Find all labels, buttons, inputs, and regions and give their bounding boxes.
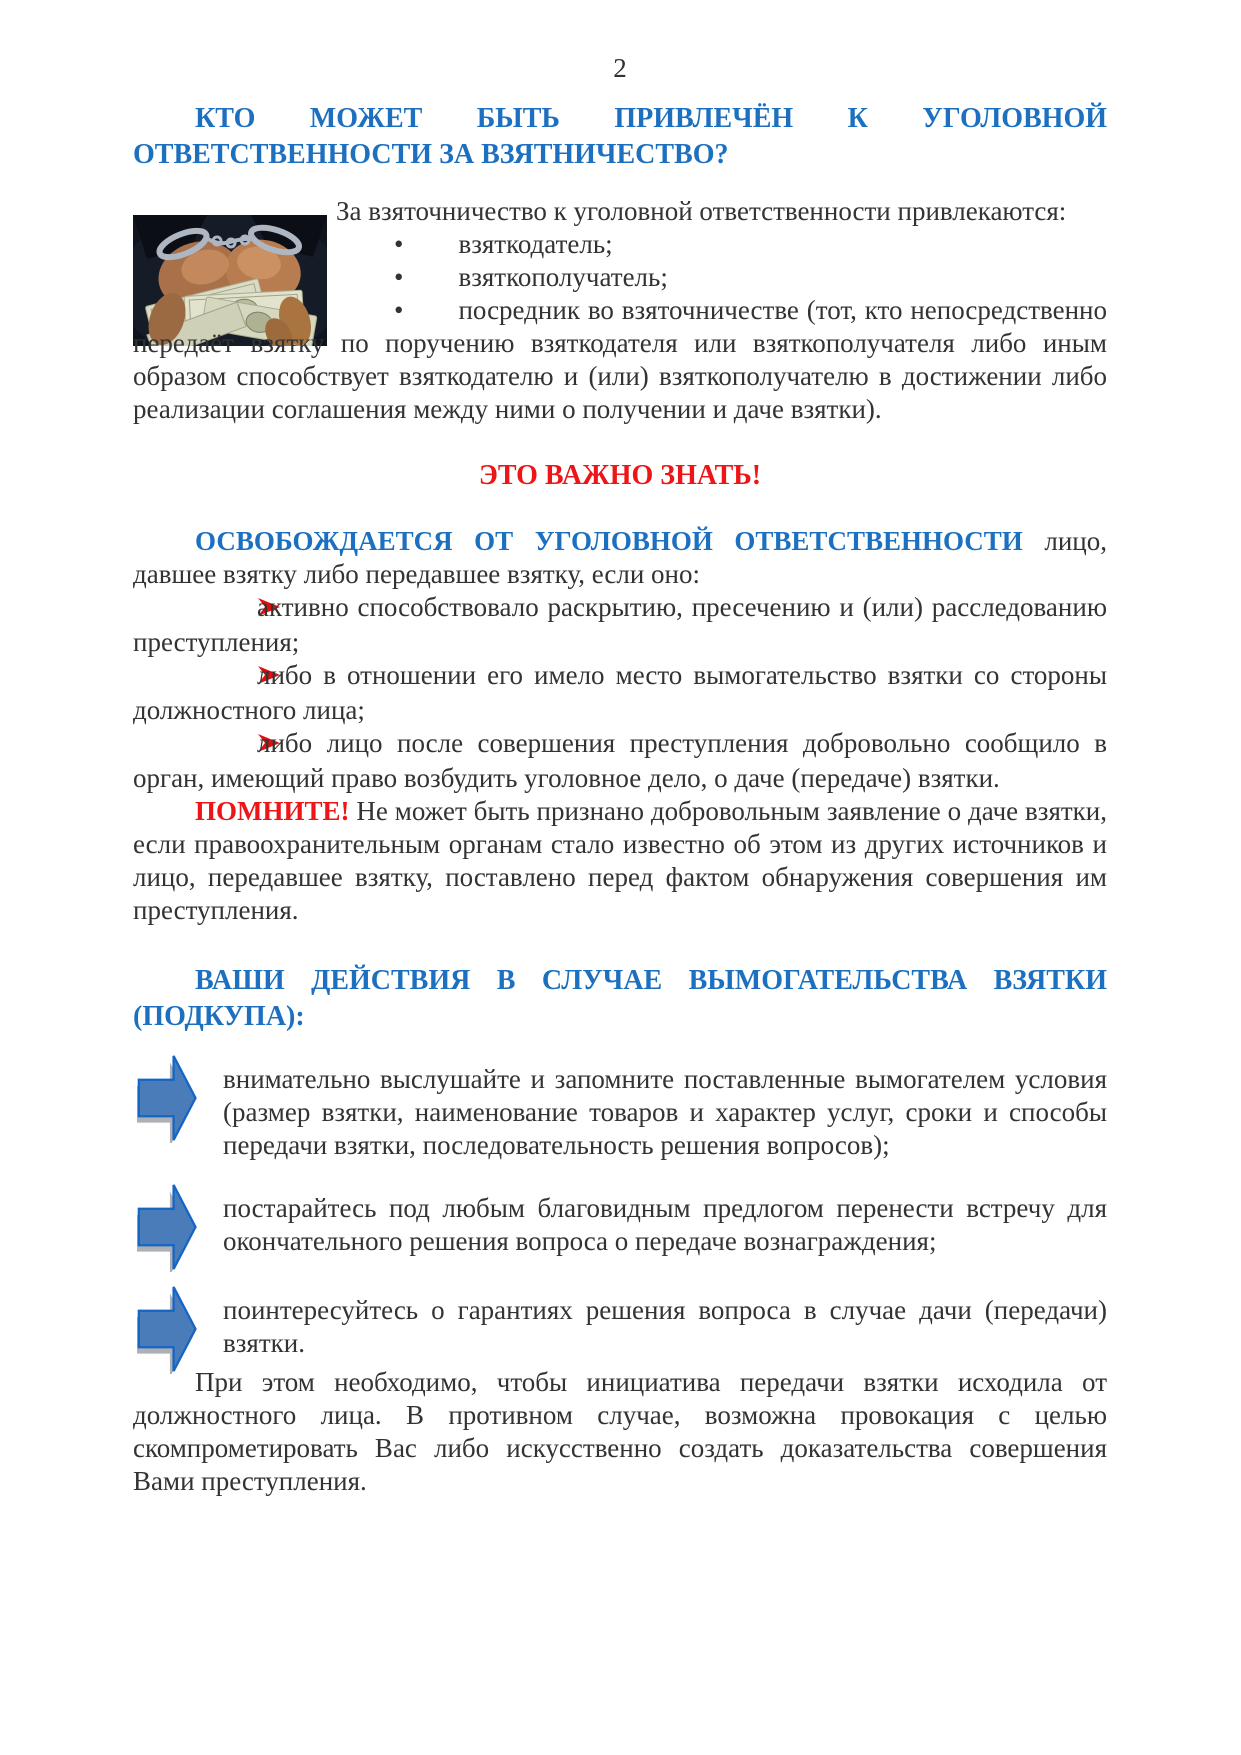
intro-lead: За взяточничество к уголовной ответственности привлекаются: bbox=[336, 196, 1067, 226]
tab-gap bbox=[219, 751, 257, 752]
condition-text: либо лицо после совершения преступления добровольно сообщило в орган, имеющий право возбудить уголовное дело, о даче (передаче) взятки. bbox=[133, 728, 1107, 793]
red-arrowhead-icon bbox=[195, 593, 219, 626]
list-item-text: взяткополучатель; bbox=[458, 262, 668, 292]
release-paragraph bbox=[133, 525, 1107, 591]
condition-item bbox=[133, 659, 1107, 727]
bullet-icon: • bbox=[394, 295, 404, 325]
remember-text: Не может быть признано добровольным заявление о даче взятки, если правоохранительным органам стало известно об этом из других источников и лицо, передавшее взятку, поставлено перед фактом обнаружения совершения им преступления. bbox=[133, 796, 1107, 925]
tab-gap bbox=[219, 683, 257, 684]
condition-text: либо в отношении его имело место вымогательство взятки со стороны должностного лица; bbox=[133, 660, 1107, 725]
tab-gap bbox=[219, 615, 257, 616]
condition-text: активно способствовало раскрытию, пресечению и (или) расследованию преступления; bbox=[133, 592, 1107, 657]
tab-gap bbox=[403, 318, 458, 319]
closing-paragraph: При этом необходимо, чтобы инициатива передачи взятки исходила от должностного лица. В противном случае, возможна провокация с целью скомпрометировать Вас либо искусственно создать доказательства совершения Вами преступления. bbox=[133, 1367, 1107, 1496]
remember-paragraph bbox=[133, 795, 1107, 927]
heading-criminal-liability: КТО МОЖЕТ БЫТЬ ПРИВЛЕЧЁН К УГОЛОВНОЙ ОТВЕТСТВЕННОСТИ ЗА ВЗЯТНИЧЕСТВО? bbox=[133, 103, 1107, 170]
red-arrowhead-icon bbox=[195, 661, 219, 694]
heading-important: ЭТО ВАЖНО ЗНАТЬ! bbox=[478, 460, 762, 491]
release-lead-rest: лицо, давшее взятку либо передавшее взятку, если оно: bbox=[133, 526, 1107, 589]
action-text: постарайтесь под любым благовидным предлогом перенести встречу для окончательного решения вопроса о передаче вознаграждения; bbox=[223, 1193, 1107, 1256]
release-lead-bold: ОСВОБОЖДАЕТСЯ ОТ УГОЛОВНОЙ ОТВЕТСТВЕННОСТИ bbox=[195, 526, 1023, 556]
right-arrow-icon bbox=[137, 1182, 201, 1272]
list-item-text: взяткодатель; bbox=[458, 229, 613, 259]
list-item-text: посредник во взяточничестве (тот, кто непосредственно передаёт взятку по поручению взяткодателя или взяткополучателя либо иным образом способствует взяткодателю и (или) взяткополучателю в достижении либо реализации соглашения между ними о получении и даче взятки). bbox=[133, 295, 1107, 424]
bullet-icon: • bbox=[394, 229, 404, 259]
action-item bbox=[133, 1192, 1107, 1264]
red-arrowhead-icon bbox=[195, 729, 219, 762]
action-text: поинтересуйтесь о гарантиях решения вопроса в случае дачи (передачи) взятки. bbox=[223, 1295, 1107, 1358]
intro-section bbox=[133, 195, 1107, 426]
remember-label: ПОМНИТЕ! bbox=[195, 796, 350, 826]
bullet-icon: • bbox=[394, 262, 404, 292]
action-item bbox=[133, 1294, 1107, 1366]
right-arrow-icon bbox=[137, 1053, 201, 1143]
heading-your-actions: ВАШИ ДЕЙСТВИЯ В СЛУЧАЕ ВЫМОГАТЕЛЬСТВА ВЗЯТКИ (ПОДКУПА): bbox=[133, 965, 1107, 1032]
condition-item bbox=[133, 591, 1107, 659]
condition-item bbox=[133, 727, 1107, 795]
page-number: 2 bbox=[613, 53, 627, 83]
right-arrow-icon bbox=[137, 1284, 201, 1374]
tab-gap bbox=[403, 252, 458, 253]
action-item bbox=[133, 1063, 1107, 1162]
tab-gap bbox=[403, 285, 458, 286]
action-text: внимательно выслушайте и запомните поставленные вымогателем условия (размер взятки, наименование товаров и характер услуг, сроки и способы передачи взятки, последовательность решения вопросов); bbox=[223, 1064, 1107, 1160]
